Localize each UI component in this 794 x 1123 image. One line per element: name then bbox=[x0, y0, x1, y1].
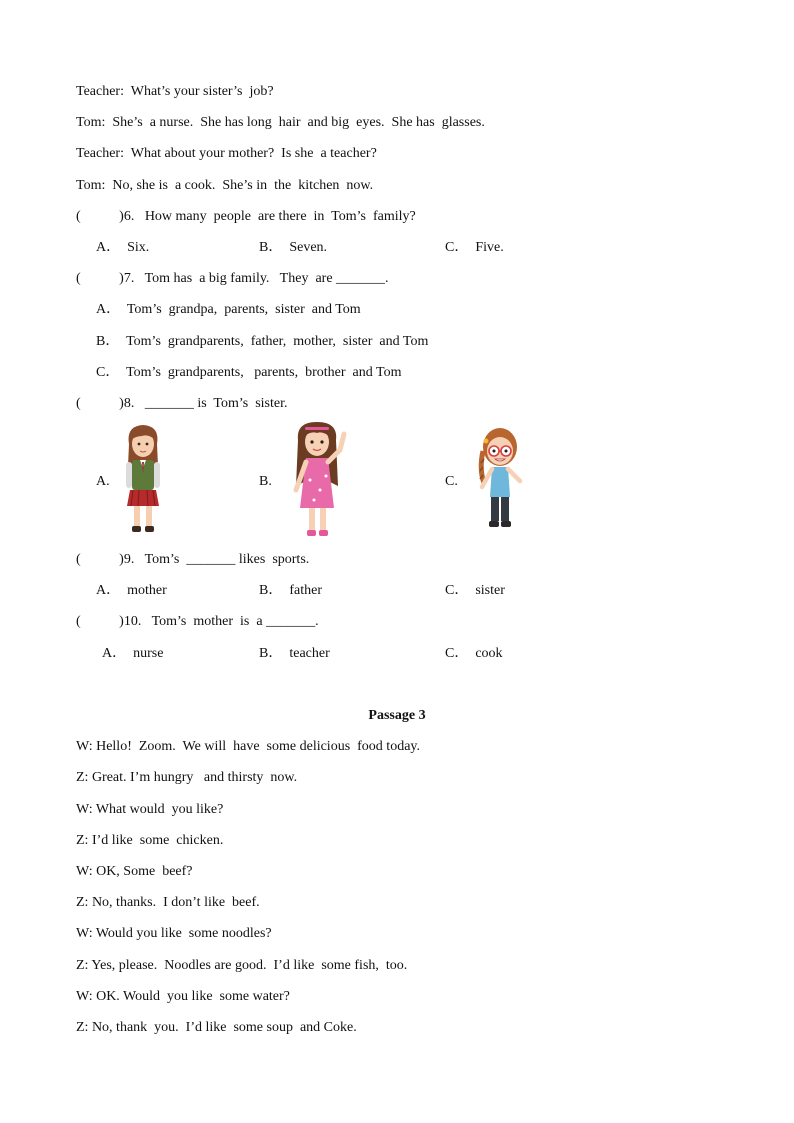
question-6-option-a: A． Six. bbox=[96, 240, 150, 255]
girl-pink-dress-image bbox=[284, 420, 354, 540]
question-7-stem: ( )7. Tom has a big family. They are _______. bbox=[76, 271, 389, 286]
question-9-option-a: A． mother bbox=[96, 583, 167, 598]
question-9-stem: ( )9. Tom’s _______ likes sports. bbox=[76, 552, 310, 567]
question-8-option-a: A. bbox=[96, 474, 110, 489]
question-10-option-b: B． teacher bbox=[259, 646, 330, 661]
dialogue-line: Tom: No, she is a cook. She’s in the kitchen now. bbox=[76, 178, 374, 193]
dialogue-line: W: Hello! Zoom. We will have some delicious food today. bbox=[76, 739, 421, 754]
question-9-option-c: C． sister bbox=[445, 583, 505, 598]
dialogue-line: Teacher: What about your mother? Is she a teacher? bbox=[76, 146, 377, 161]
dialogue-line: W: OK, Some beef? bbox=[76, 864, 193, 879]
question-7-option-a: A． Tom’s grandpa, parents, sister and Tom bbox=[96, 302, 361, 317]
question-8-option-b: B. bbox=[259, 474, 272, 489]
question-10-option-a: A． nurse bbox=[102, 646, 164, 661]
question-6-stem: ( )6. How many people are there in Tom’s family? bbox=[76, 209, 416, 224]
dialogue-line: W: What would you like? bbox=[76, 802, 224, 817]
dialogue-line: Z: Yes, please. Noodles are good. I’d like some fish, too. bbox=[76, 958, 408, 973]
dialogue-line: Z: No, thank you. I’d like some soup and Coke. bbox=[76, 1020, 357, 1035]
girl-green-vest-image bbox=[118, 422, 168, 537]
question-7-option-c: C． Tom’s grandparents, parents, brother and Tom bbox=[96, 365, 402, 380]
question-7-option-b: B． Tom’s grandparents, father, mother, sister and Tom bbox=[96, 334, 429, 349]
dialogue-line: W: OK. Would you like some water? bbox=[76, 989, 290, 1004]
dialogue-line: Z: I’d like some chicken. bbox=[76, 833, 224, 848]
question-6-option-b: B． Seven. bbox=[259, 240, 328, 255]
dialogue-line: W: Would you like some noodles? bbox=[76, 926, 272, 941]
dialogue-line: Z: Great. I’m hungry and thirsty now. bbox=[76, 770, 298, 785]
girl-with-glasses-image bbox=[470, 425, 532, 533]
question-8-option-c: C. bbox=[445, 474, 458, 489]
question-10-option-c: C． cook bbox=[445, 646, 503, 661]
dialogue-line: Z: No, thanks. I don’t like beef. bbox=[76, 895, 260, 910]
dialogue-line: Tom: She’s a nurse. She has long hair and big eyes. She has glasses. bbox=[76, 115, 485, 130]
question-8-stem: ( )8. _______ is Tom’s sister. bbox=[76, 396, 288, 411]
question-9-option-b: B． father bbox=[259, 583, 322, 598]
question-10-stem: ( )10. Tom’s mother is a _______. bbox=[76, 614, 319, 629]
question-6-option-c: C． Five. bbox=[445, 240, 504, 255]
passage-3-title: Passage 3 bbox=[368, 708, 426, 723]
dialogue-line: Teacher: What’s your sister’s job? bbox=[76, 84, 274, 99]
